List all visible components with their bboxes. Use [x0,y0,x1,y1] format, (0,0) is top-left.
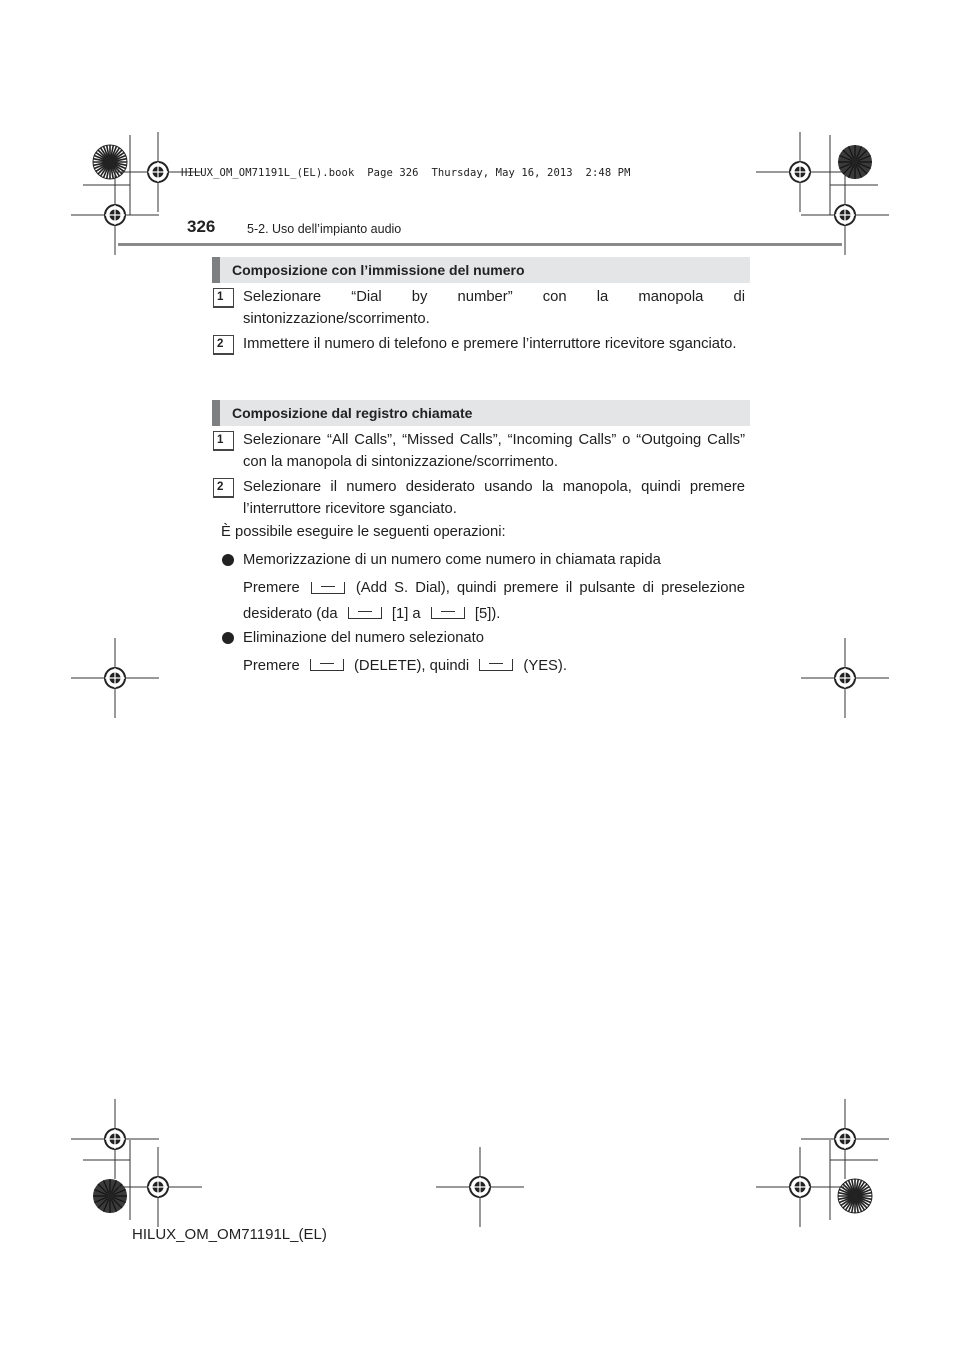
page-number: 326 [187,217,216,236]
step-text: Selezionare il numero desiderato usando la manopola, quindi premere l’interruttore ricevitore sganciato. [243,479,745,517]
step-text: Selezionare “All Calls”, “Missed Calls”, “Incoming Calls” o “Outgoing Calls” con la manopola di sintonizzazione/scorrimento. [243,432,745,470]
step-badge: 2 [213,335,234,355]
screen-button-icon [311,582,345,594]
screen-button-icon [479,659,513,671]
bullet-instruction [243,655,567,677]
instruction-text: [5]). [474,606,501,622]
instruction-text: [1] a [391,606,421,622]
heading-dial-by-number [212,257,750,283]
operations-intro: È possibile eseguire le seguenti operazioni: [221,524,506,540]
instruction-text: (DELETE), quindi [354,658,470,674]
book-file-info: HILUX_OM_OM71191L_(EL).book Page 326 Thursday, May 16, 2013 2:48 PM [181,167,631,179]
bullet-instruction [243,603,500,625]
instruction-text: (Add S. Dial), quindi premere il pulsante di preselezione [355,580,745,596]
step-badge: 1 [213,288,234,308]
section-label: 5-2. Uso dell’impianto audio [247,222,402,236]
instruction-text: (YES). [523,658,567,674]
step-text: Immettere il numero di telefono e premere l’interruttore ricevitore sganciato. [243,336,737,352]
header-rule [118,243,842,246]
screen-button-icon [310,659,344,671]
screen-button-icon [348,607,382,619]
heading-title: Composizione con l’immissione del numero [232,262,525,278]
bullet-dot [222,632,234,644]
step-text: Selezionare “Dial by number” con la manopola di sintonizzazione/scorrimento. [243,289,745,327]
bullet-dot [222,554,234,566]
heading-call-history [212,400,750,426]
heading-title: Composizione dal registro chiamate [232,405,473,421]
bullet-title: Eliminazione del numero selezionato [243,630,484,646]
step-badge: 2 [213,478,234,498]
instruction-text: desiderato (da [243,606,338,622]
bullet-title: Memorizzazione di un numero come numero in chiamata rapida [243,552,661,568]
instruction-text: Premere [243,658,300,674]
instruction-text: Premere [243,580,300,596]
screen-button-icon [431,607,465,619]
bullet-instruction [243,577,745,599]
step-badge: 1 [213,431,234,451]
footer-model-code: HILUX_OM_OM71191L_(EL) [132,1226,327,1243]
